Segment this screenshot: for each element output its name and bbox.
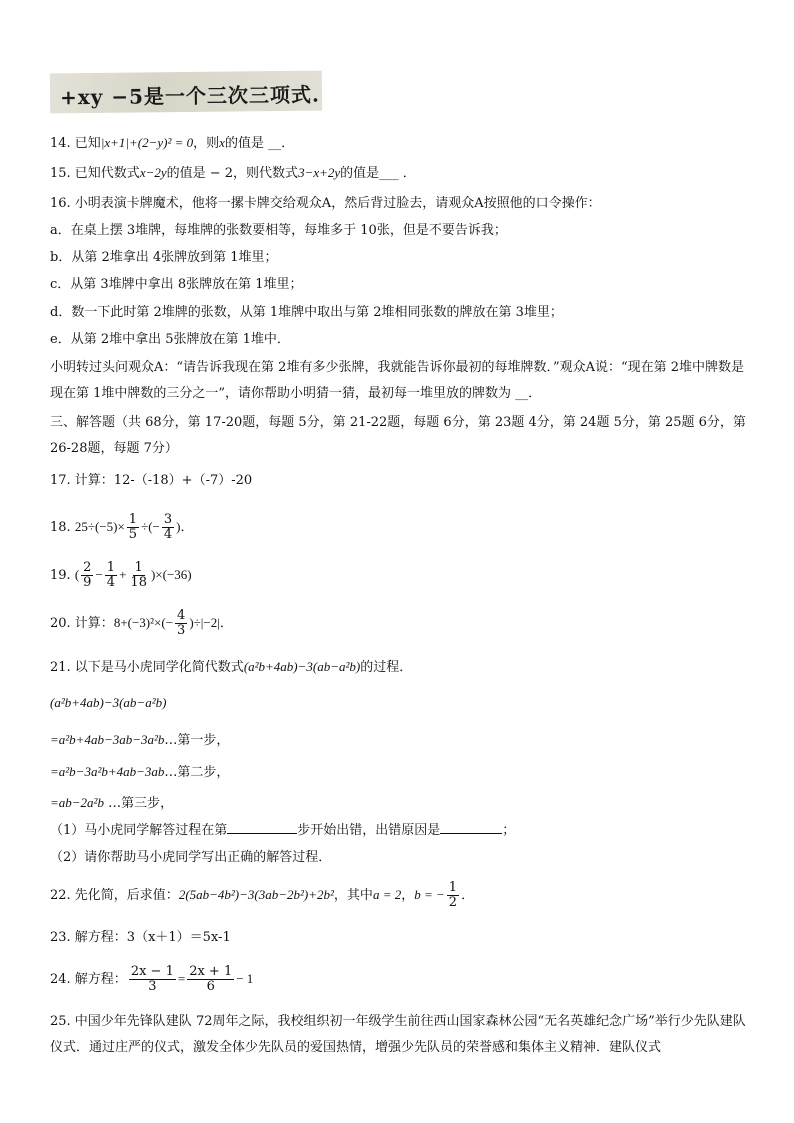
question-16-intro: 16. 小明表演卡牌魔术，他将一摞卡牌交给观众A，然后背过脸去，请观众A按照他的口令操作：	[50, 196, 601, 211]
question-16-story: 小明转过头问观众A：“请告诉我现在第 2堆有多少张牌，我就能告诉你最初的每堆牌数．”观众A说：“现在第 2堆中牌数是现在第 1堆中牌数的三分之一”，请你帮助小明猜一猜，最初每一堆里放的牌数为 __．	[50, 360, 745, 401]
question-21-line-1: =a²b+4ab−3ab−3a²b…第一步，	[50, 732, 230, 748]
fraction: $\frac{4}{3}$	[177, 608, 186, 638]
question-15: 15. 已知代数式x−2y的值是 − 2，则代数式3−x+2y的值是___ ．	[50, 165, 416, 181]
fraction: $\frac{1}{5}$	[128, 512, 138, 542]
question-14: 14. 已知|x+1|+(2−y)² = 0，则x的值是 __．	[50, 135, 295, 151]
header-strip-image	[50, 71, 322, 114]
question-19: 19. ( $\frac{2}{9}$ − $\frac{1}{4}$ + $\frac{1}{18}$ )×(−36)	[50, 560, 192, 590]
answer-blank[interactable]	[227, 833, 297, 834]
question-21-line-0: (a²b+4ab)−3(ab−a²b)	[50, 695, 167, 710]
question-22: 22. 先化简，后求值：2(5ab−4b²)−3(3ab−2b²)+2b²，其中a = 2，b = − $\frac{1}{2}$ ．	[50, 880, 475, 910]
question-21-line-2: =a²b−3a²b+4ab−3ab…第二步，	[50, 764, 230, 780]
section-3-heading: 三、解答题（共 68分，第 17-20题，每题 5分，第 21-22题，每题 6分，第 23题 4分，第 24题 5分，第 25题 6分，第 26-28题，每题 7分）	[50, 415, 746, 456]
question-25: 25. 中国少年先锋队建队 72周年之际，我校组织初一年级学生前往西山国家森林公园“无名英雄纪念广场”举行少先队建队仪式．通过庄严的仪式，激发全体少先队员的爱国热情，增强少先队员的荣誉感和集体主义精神．建队仪式	[50, 1014, 746, 1055]
question-21-part-2: （2）请你帮助马小虎同学写出正确的解答过程．	[50, 850, 332, 865]
fraction: $\frac{3}{4}$	[163, 512, 173, 542]
header-strip-text: +xy −5是一个三次三项式.	[59, 82, 321, 110]
question-16-step-d: d．数一下此时第 2堆牌的张数，从第 1堆牌中取出与第 2堆相同张数的牌放在第 3堆里；	[50, 305, 563, 320]
fraction: $\frac{1}{2}$	[448, 880, 458, 910]
fraction: $\frac{2}{9}$	[83, 560, 92, 590]
question-21-part-1: （1）马小虎同学解答过程在第 步开始出错，出错原因是 ；	[50, 823, 516, 838]
question-21-intro: 21. 以下是马小虎同学化简代数式(a²b+4ab)−3(ab−a²b)的过程．	[50, 659, 413, 675]
fraction: $\frac{2x + 1}{6}$	[189, 964, 233, 994]
question-16-step-c: c．从第 3堆牌中拿出 8张牌放在第 1堆里；	[50, 277, 303, 292]
fraction: $\frac{1}{18}$	[130, 560, 147, 590]
question-23: 23. 解方程：3（x＋1）＝5x-1	[50, 930, 231, 945]
question-21-line-3: =ab−2a²b …第三步，	[50, 795, 174, 811]
fraction: $\frac{2x - 1}{3}$	[130, 964, 174, 994]
question-18: 18. 25÷(−5)× $\frac{1}{5}$ ÷(− $\frac{3}{4}$ )．	[50, 512, 194, 542]
question-16-step-a: a．在桌上摆 3堆牌，每堆牌的张数要相等，每堆多于 10张，但是不要告诉我；	[50, 223, 507, 238]
question-20: 20. 计算：8+(−3)²×(− $\frac{4}{3}$ )÷|−2|．	[50, 608, 233, 638]
answer-blank[interactable]	[440, 833, 502, 834]
question-24: 24. 解方程： $\frac{2x - 1}{3}$ = $\frac{2x + 1}{6}$ − 1	[50, 964, 254, 994]
question-16-step-b: b．从第 2堆拿出 4张牌放到第 1堆里；	[50, 250, 278, 265]
fraction: $\frac{1}{4}$	[106, 560, 116, 590]
question-17: 17. 计算：12-（-18）+（-7）-20	[50, 473, 253, 488]
question-16-step-e: e．从第 2堆中拿出 5张牌放在第 1堆中．	[50, 332, 290, 347]
